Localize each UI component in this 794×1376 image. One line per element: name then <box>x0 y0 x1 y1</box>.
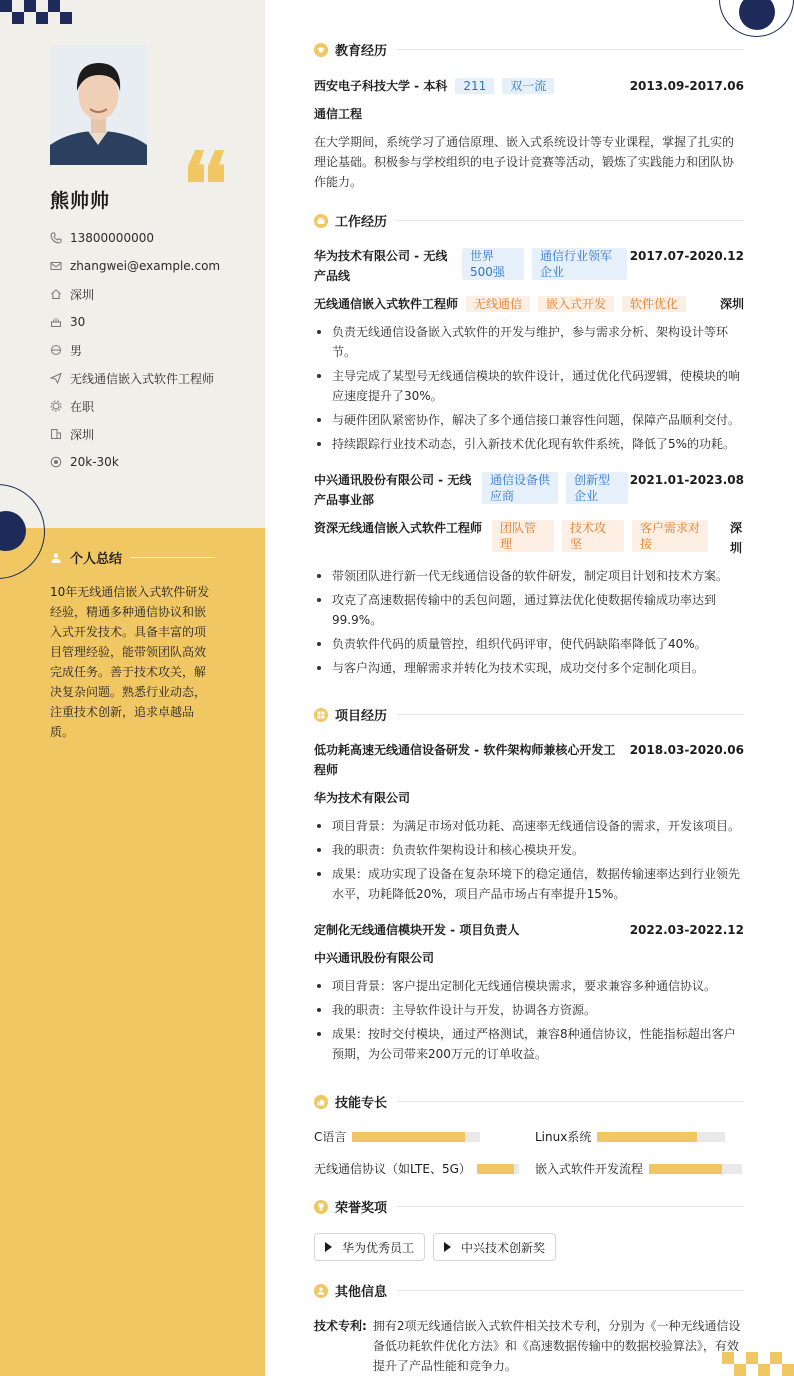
skill-item <box>535 1128 725 1145</box>
skill-bar-fill <box>477 1164 514 1174</box>
quote-mark-icon <box>188 150 228 182</box>
other-key: 技术专利: <box>314 1319 367 1333</box>
work-divider <box>397 220 744 221</box>
info-email <box>50 252 220 280</box>
info-email-text: zhangwei@example.com <box>70 259 221 273</box>
info-work-city <box>50 420 220 448</box>
play-icon <box>325 1242 332 1252</box>
info-position <box>50 364 220 392</box>
projects-divider <box>397 714 744 715</box>
job-bullet: 负责软件代码的质量管控，组织代码评审，使代码缺陷率降低了40%。 <box>314 634 744 654</box>
job-date: 2017.07-2020.12 <box>629 249 744 263</box>
info-age-text: 30 <box>70 315 86 329</box>
info-salary <box>50 448 220 476</box>
project-name-row <box>314 740 744 780</box>
awards-heading <box>314 1197 744 1216</box>
job-company-row <box>314 246 744 286</box>
job-role: 无线通信嵌入式软件工程师 <box>314 297 459 311</box>
person-icon <box>50 552 62 564</box>
project-company: 中兴通讯股份有限公司 <box>314 951 435 965</box>
job-company: 华为技术有限公司 - 无线产品线 <box>314 249 448 283</box>
job-company-tag: 通信行业领军企业 <box>532 248 627 280</box>
education-tag: 211 <box>455 78 494 94</box>
job-bullet: 持续跟踪行业技术动态，引入新技术优化现有软件系统，降低了5%的功耗。 <box>314 434 744 454</box>
education-divider <box>397 49 744 50</box>
award-chip <box>433 1233 556 1261</box>
job-company-tag: 创新型企业 <box>566 472 628 504</box>
info-status <box>50 392 220 420</box>
awards-list <box>314 1233 564 1261</box>
avatar-portrait-icon <box>50 45 147 165</box>
job-role-row <box>314 294 744 314</box>
award-name: 华为优秀员工 <box>342 1240 415 1255</box>
project-bullet: 成果：成功实现了设备在复杂环境下的稳定通信，数据传输速率达到行业领先水平，功耗降低20%，项目产品市场占有率提升15%。 <box>314 864 744 904</box>
project-bullets <box>314 976 744 1068</box>
skill-bar <box>352 1132 480 1142</box>
skills-title: 技能专长 <box>335 1096 388 1111</box>
job-role-tag: 嵌入式开发 <box>538 296 614 312</box>
awards-divider <box>397 1206 744 1207</box>
job-bullet: 主导完成了某型号无线通信模块的软件设计，通过优化代码逻辑，使模块的响应速度提升了30%。 <box>314 366 744 406</box>
skill-bar <box>477 1164 519 1174</box>
job-bullet: 攻克了高速数据传输中的丢包问题，通过算法优化使数据传输成功率达到99.9%。 <box>314 590 744 630</box>
project-bullet: 我的职责：主导软件设计与开发，协调各方资源。 <box>314 1000 744 1020</box>
award-chip <box>314 1233 425 1261</box>
job-role: 资深无线通信嵌入式软件工程师 <box>314 521 483 535</box>
ring-decoration-right <box>719 0 794 37</box>
awards-trophy-icon <box>314 1200 328 1214</box>
projects-heading <box>314 705 744 724</box>
summary-title: 个人总结 <box>70 552 123 567</box>
other-info <box>314 1316 744 1376</box>
play-icon <box>444 1242 451 1252</box>
other-divider <box>397 1290 744 1291</box>
award-name: 中兴技术创新奖 <box>461 1240 546 1255</box>
other-value: 拥有2项无线通信嵌入式软件相关技术专利，分别为《一种无线通信设备低功耗软件优化方法》和《高速数据传输中的数据校验算法》，有效提升了产品性能和竞争力。 <box>372 1319 741 1373</box>
candidate-name: 熊帅帅 <box>50 190 111 212</box>
job-city: 深圳 <box>730 521 743 555</box>
project-bullet: 我的职责：负责软件架构设计和核心模块开发。 <box>314 840 744 860</box>
skill-item <box>314 1160 519 1177</box>
project-bullet: 成果：按时交付模块，通过严格测试，兼容8种通信协议，性能指标超出客户预期，为公司带来200万元的订单收益。 <box>314 1024 744 1064</box>
skill-item <box>314 1128 480 1145</box>
job-bullet: 带领团队进行新一代无线通信设备的软件研发，制定项目计划和技术方案。 <box>314 566 744 586</box>
job-bullets <box>314 322 744 458</box>
checker-decoration <box>0 0 72 24</box>
skill-name: 无线通信协议（如LTE、5G） <box>314 1162 471 1176</box>
work-heading <box>314 211 744 230</box>
job-company: 中兴通讯股份有限公司 - 无线产品事业部 <box>314 473 472 507</box>
gender-icon <box>50 344 62 356</box>
status-icon <box>50 400 62 412</box>
project-date: 2022.03-2022.12 <box>629 923 744 937</box>
skill-bar <box>597 1132 725 1142</box>
info-status-text: 在职 <box>70 399 95 414</box>
skills-heading <box>314 1092 744 1111</box>
other-title: 其他信息 <box>335 1285 388 1300</box>
job-date: 2021.01-2023.08 <box>629 473 744 487</box>
phone-icon <box>50 232 62 244</box>
job-role-tag: 无线通信 <box>466 296 530 312</box>
other-person-icon <box>314 1284 328 1298</box>
info-salary-text: 20k-30k <box>70 455 119 469</box>
project-name-row <box>314 920 744 940</box>
job-role-tag: 技术攻坚 <box>562 520 624 552</box>
building-icon <box>50 428 62 440</box>
job-bullet: 负责无线通信设备嵌入式软件的开发与维护，参与需求分析、架构设计等环节。 <box>314 322 744 362</box>
education-description: 在大学期间，系统学习了通信原理、嵌入式系统设计等专业课程，掌握了扎实的理论基础。积极参与学校组织的电子设计竞赛等活动，锻炼了实践能力和团队协作能力。 <box>314 135 735 189</box>
project-date: 2018.03-2020.06 <box>629 743 744 757</box>
job-bullet: 与硬件团队紧密协作，解决了多个通信接口兼容性问题，保障产品顺利交付。 <box>314 410 744 430</box>
project-bullets <box>314 816 744 908</box>
cake-icon <box>50 316 62 328</box>
education-heading <box>314 40 744 59</box>
contact-info-list <box>50 224 220 476</box>
skill-name: Linux系统 <box>535 1130 592 1144</box>
skill-item <box>535 1160 742 1177</box>
sidebar <box>0 0 265 1376</box>
info-phone <box>50 224 220 252</box>
skill-bar-fill <box>649 1164 722 1174</box>
job-role-row <box>314 518 744 558</box>
project-bullet: 项目背景：为满足市场对低功耗、高速率无线通信设备的需求，开发该项目。 <box>314 816 744 836</box>
education-cap-icon <box>314 43 328 57</box>
education-date: 2013.09-2017.06 <box>629 79 744 93</box>
job-bullets <box>314 566 744 682</box>
other-heading <box>314 1281 744 1300</box>
work-title: 工作经历 <box>335 215 388 230</box>
job-role-tag: 团队管理 <box>492 520 554 552</box>
info-home-city-text: 深圳 <box>70 287 95 302</box>
job-company-row <box>314 470 744 510</box>
education-school: 西安电子科技大学 - 本科 <box>314 79 448 93</box>
work-briefcase-icon <box>314 214 328 228</box>
project-name: 低功耗高速无线通信设备研发 - 软件架构师兼核心开发工程师 <box>314 743 616 777</box>
avatar <box>50 45 147 165</box>
job-role-tag: 软件优化 <box>622 296 686 312</box>
project-name: 定制化无线通信模块开发 - 项目负责人 <box>314 923 520 937</box>
summary-text: 10年无线通信嵌入式软件研发经验，精通多种通信协议和嵌入式开发技术。具备丰富的项目管理经验，能带领团队高效完成任务。善于技术攻关，解决复杂问题。熟悉行业动态，注重技术创新，追求卓越品质。 <box>50 585 210 739</box>
education-school-row <box>314 76 744 96</box>
skills-thumb-icon <box>314 1095 328 1109</box>
job-bullet: 与客户沟通，理解需求并转化为技术实现，成功交付多个定制化项目。 <box>314 658 744 678</box>
skill-name: C语言 <box>314 1130 347 1144</box>
job-city: 深圳 <box>719 297 744 311</box>
summary-heading <box>50 548 215 567</box>
info-gender <box>50 336 220 364</box>
home-icon <box>50 288 62 300</box>
job-role-tag: 客户需求对接 <box>632 520 708 552</box>
skills-divider <box>397 1101 744 1102</box>
skill-bar-fill <box>352 1132 465 1142</box>
projects-title: 项目经历 <box>335 709 388 724</box>
awards-title: 荣誉奖项 <box>335 1201 388 1216</box>
skill-bar <box>649 1164 742 1174</box>
projects-grid-icon <box>314 708 328 722</box>
skill-name: 嵌入式软件开发流程 <box>535 1162 644 1176</box>
send-icon <box>50 372 62 384</box>
skill-bar-fill <box>597 1132 697 1142</box>
salary-icon <box>50 456 62 468</box>
info-position-text: 无线通信嵌入式软件工程师 <box>70 371 215 386</box>
summary-divider <box>130 557 215 558</box>
project-bullet: 项目背景：客户提出定制化无线通信模块需求，要求兼容多种通信协议。 <box>314 976 744 996</box>
project-company: 华为技术有限公司 <box>314 791 411 805</box>
education-major: 通信工程 <box>314 107 363 121</box>
education-title: 教育经历 <box>335 44 388 59</box>
info-phone-text: 13800000000 <box>70 231 154 245</box>
info-gender-text: 男 <box>70 343 83 358</box>
job-company-tag: 通信设备供应商 <box>482 472 558 504</box>
info-age <box>50 308 220 336</box>
job-company-tag: 世界500强 <box>462 248 524 280</box>
info-home-city <box>50 280 220 308</box>
mail-icon <box>50 260 62 272</box>
education-tag: 双一流 <box>502 78 554 94</box>
info-work-city-text: 深圳 <box>70 427 95 442</box>
